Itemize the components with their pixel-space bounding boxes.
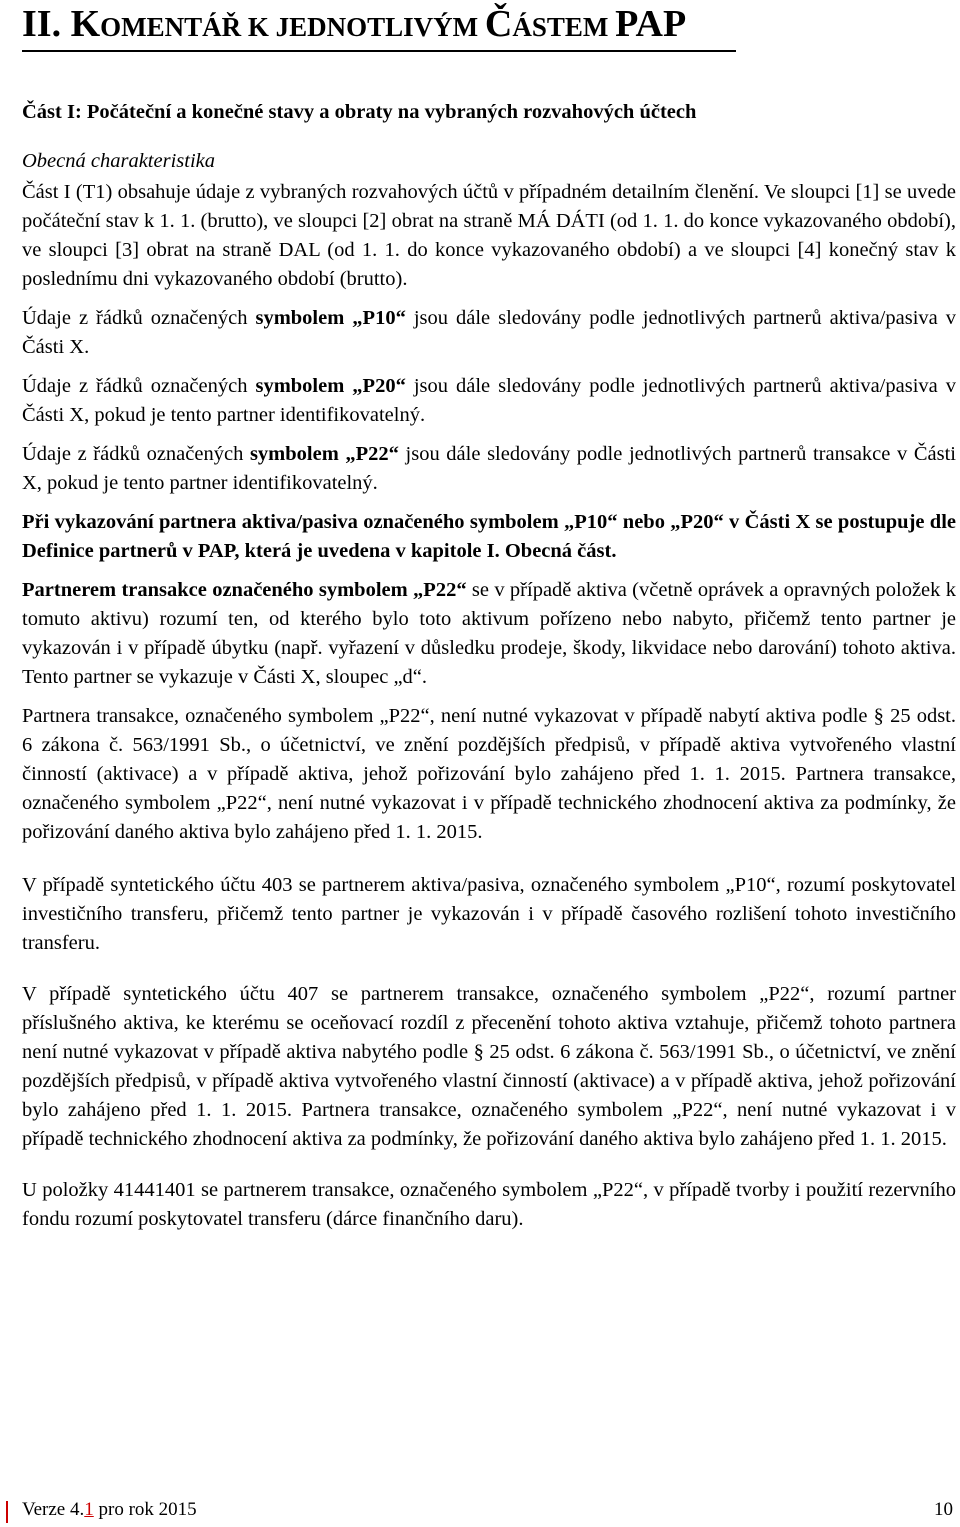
heading-prefix: II. K [22,3,101,45]
chapter-heading [22,2,736,52]
paragraph-6: Partnerem transakce označeného symbolem „P22“ se v případě aktiva (včetně oprávek a opravných položek k tomuto aktivu) rozumí ten, od kterého bylo toto aktivum pořízeno nebo nabyto, přičemž tento partner je vykazován i v případě úbytku (např. vyřazení v důsledku prodeje, škody, likvidace nebo darování) tohoto aktiva. Tento partner se vykazuje v Části X, sloupec „d“. [22,579,956,688]
paragraph-4: Údaje z řádků označených symbolem „P22“ jsou dále sledovány podle jednotlivých partnerů transakce v Části X, pokud je tento partner identifikovatelný. [22,443,956,494]
heading-suffix: PAP [615,3,687,45]
paragraph-10: U položky 41441401 se partnerem transakce, označeného symbolem „P22“, v případě tvorby i použití rezervního fondu rozumí poskytovatel transferu (dárce finančního daru). [22,1179,956,1230]
section-title: Část I: Počáteční a konečné stavy a obraty na vybraných rozvahových účtech [22,101,697,123]
paragraph-3: Údaje z řádků označených symbolem „P20“ jsou dále sledovány podle jednotlivých partnerů aktiva/pasiva v Části X, pokud je tento partner identifikovatelný. [22,375,956,426]
document-page [22,0,956,1234]
footer-version: Verze 4.1 pro rok 2015 [22,1499,197,1520]
heading-smallcaps-2: ÁSTEM [512,12,616,42]
heading-cap: Č [484,3,513,45]
paragraph-7: Partnera transakce, označeného symbolem „P22“, není nutné vykazovat v případě nabytí aktiva podle § 25 odst. 6 zákona č. 563/1991 Sb., o účetnictví, ve znění pozdějších předpisů, v případě aktiva vytvořeného vlastní činností (aktivace) a v případě aktiva, jehož pořizování bylo zahájeno před 1. 1. 2015. Partnera transakce, označeného symbolem „P22“, není nutné vykazovat i v případě technického zhodnocení aktiva za podmínky, že pořizování daného aktiva bylo zahájeno před 1. 1. 2015. [22,705,956,843]
paragraph-2: Údaje z řádků označených symbolem „P10“ jsou dále sledovány podle jednotlivých partnerů aktiva/pasiva v Části X. [22,307,956,358]
subheading: Obecná charakteristika [22,150,215,172]
paragraph-8: V případě syntetického účtu 403 se partnerem aktiva/pasiva, označeného symbolem „P10“, rozumí poskytovatel investičního transferu, přičemž tento partner je vykazován i v případě časového rozlišení tohoto investičního transferu. [22,874,956,954]
heading-smallcaps-1: OMENTÁŘ K JEDNOTLIVÝM [100,12,485,42]
paragraph-5: Při vykazování partnera aktiva/pasiva označeného symbolem „P10“ nebo „P20“ v Části X se postupuje dle Definice partnerů v PAP, která je uvedena v kapitole I. Obecná část. [22,511,956,562]
page-footer [0,1496,960,1527]
paragraph-9: V případě syntetického účtu 407 se partnerem transakce, označeného symbolem „P22“, rozumí partner příslušného aktiva, ke kterému se oceňovací rozdíl z přecenění tohoto aktiva vztahuje, přičemž tohoto partnera není nutné vykazovat v případě aktiva nabytého podle § 25 odst. 6 zákona č. 563/1991 Sb., o účetnictví, ve znění pozdějších předpisů, v případě aktiva vytvořeného vlastní činností (aktivace) a v případě aktiva, jehož pořizování bylo zahájeno před 1. 1. 2015. Partnera transakce, označeného symbolem „P22“, není nutné vykazovat i v případě technického zhodnocení aktiva za podmínky, že pořizování daného aktiva bylo zahájeno před 1. 1. 2015. [22,983,956,1150]
footer-accent-bar [6,1501,8,1523]
paragraph-1: Část I (T1) obsahuje údaje z vybraných rozvahových účtů v případném detailním členění. Ve sloupci [1] se uvede počáteční stav k 1. 1. (brutto), ve sloupci [2] obrat na straně MÁ DÁTI (od 1. 1. do konce vykazovaného období), ve sloupci [3] obrat na straně DAL (od 1. 1. do konce vykazovaného období) a ve sloupci [4] konečný stav k poslednímu dni vykazovaného období (brutto). [22,181,956,290]
page-number: 10 [934,1499,953,1520]
